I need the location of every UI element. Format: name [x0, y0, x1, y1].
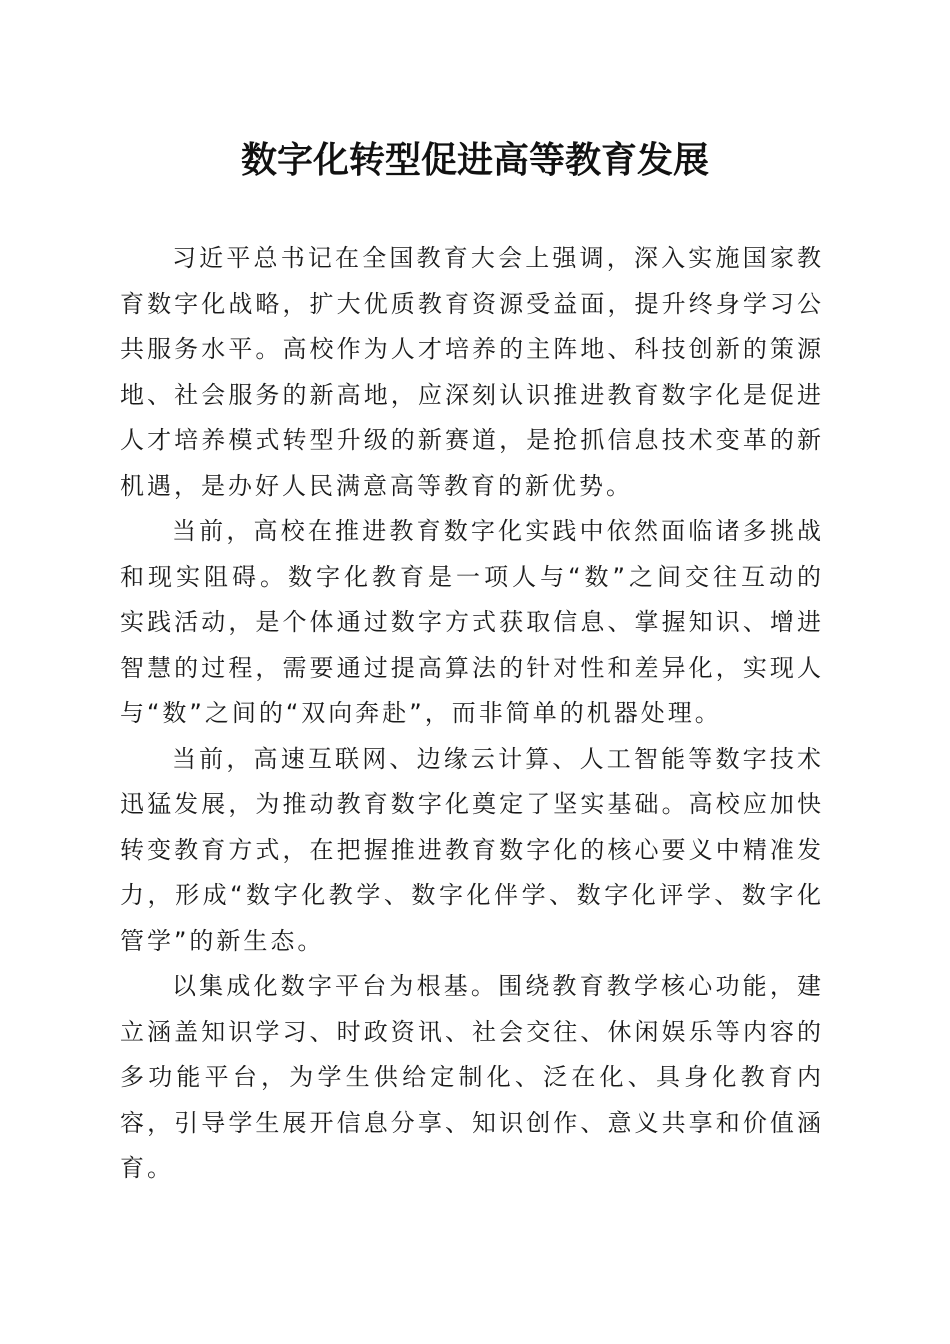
document-body	[120, 236, 824, 1192]
document-title: 数字化转型促进高等教育发展	[240, 139, 709, 181]
paragraph: 习近平总书记在全国教育大会上强调，深入实施国家教育数字化战略，扩大优质教育资源受益面，提升终身学习公共服务水平。高校作为人才培养的主阵地、科技创新的策源地、社会服务的新高地，应深刻认识推进教育数字化是促进人才培养模式转型升级的新赛道，是抢抓信息技术变革的新机遇，是办好人民满意高等教育的新优势。	[120, 244, 824, 500]
paragraph: 以集成化数字平台为根基。围绕教育教学核心功能，建立涵盖知识学习、时政资讯、社会交往、休闲娱乐等内容的多功能平台，为学生供给定制化、泛在化、具身化教育内容，引导学生展开信息分享、知识创作、意义共享和价值涵育。	[120, 972, 824, 1182]
paragraph: 当前，高速互联网、边缘云计算、人工智能等数字技术迅猛发展，为推动教育数字化奠定了坚实基础。高校应加快转变教育方式，在把握推进教育数字化的核心要义中精准发力，形成“数字化教学、数字化伴学、数字化评学、数字化管学”的新生态。	[120, 744, 824, 955]
paragraph: 当前，高校在推进教育数字化实践中依然面临诸多挑战和现实阻碍。数字化教育是一项人与“数”之间交往互动的实践活动，是个体通过数字方式获取信息、掌握知识、增进智慧的过程，需要通过提高算法的针对性和差异化，实现人与“数”之间的“双向奔赴”，而非简单的机器处理。	[120, 517, 824, 727]
